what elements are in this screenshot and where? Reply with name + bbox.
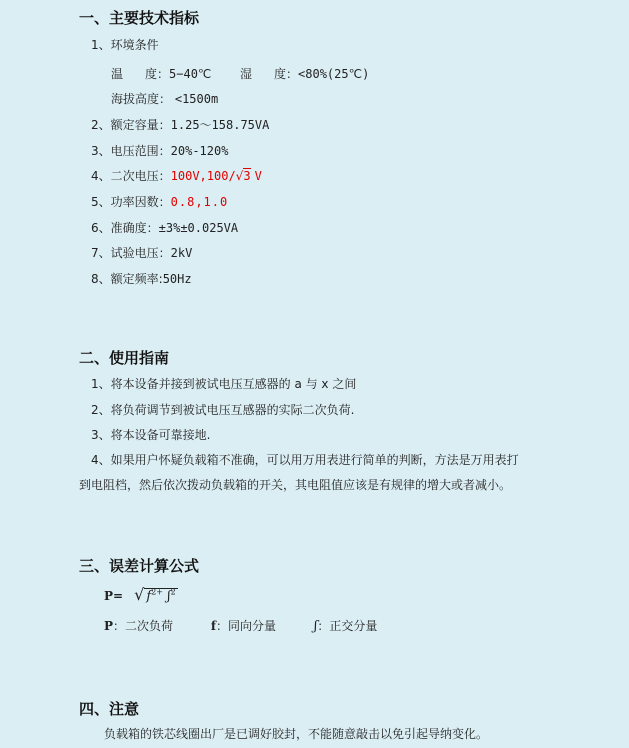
hum-label: 湿 (240, 67, 253, 81)
env-label: 1、环境条件 (91, 38, 159, 52)
legend-delta-desc: ：正交分量 (317, 619, 378, 633)
formula-p-eq: P= (104, 589, 124, 603)
power-factor-row (91, 195, 228, 209)
alt-label: 海拔高度： (111, 92, 172, 106)
volt-range-label: 3、电压范围： (91, 144, 171, 158)
acc-label: 6、准确度： (91, 221, 159, 235)
volt-range-value: 20%-120% (170, 144, 229, 158)
formula-radical: √ $f^{2+}$ ʃ$^2$ (134, 585, 176, 604)
formula-legend (104, 619, 377, 634)
legend-f-symbol: f (210, 619, 217, 633)
hum-value: <80%(25℃) (298, 67, 370, 81)
notes-text: 负载箱的铁芯线圈出厂是已调好胶封，不能随意敲击以免引起导纳变化。 (104, 727, 489, 741)
test-value: 2kV (170, 246, 193, 260)
guide-item-3: 3、将本设备可靠接地. (91, 428, 211, 442)
frequency-row (91, 272, 192, 286)
legend-delta-symbol: ʃ (313, 619, 318, 634)
altitude-row (111, 92, 218, 106)
temp-row (111, 67, 211, 81)
sec-volt-label: 4、二次电压： (91, 169, 171, 183)
legend-f-desc: ：同向分量 (216, 619, 277, 633)
temp-value: 5−40℃ (169, 67, 212, 81)
voltage-range-row (91, 144, 228, 158)
guide-item-4-line-2: 到电阻档，然后依次拨动负载箱的开关，其电阻值应该是有规律的增大或者减小。 (79, 478, 512, 492)
accuracy-row (91, 221, 238, 235)
test-voltage-row (91, 246, 192, 260)
acc-value: ±3%±0.025VA (158, 221, 239, 235)
capacity-row (91, 118, 269, 132)
section-title-notes: 四、注意 (79, 700, 140, 718)
guide-item-1: 1、将本设备并接到被试电压互感器的 a 与 x 之间 (91, 377, 357, 391)
section-title-formula: 三、误差计算公式 (79, 557, 200, 575)
guide-item-4-line-1: 4、如果用户怀疑负载箱不准确，可以用万用表进行简单的判断，方法是万用表打 (91, 453, 519, 467)
pf-value: 0.8,1.0 (170, 195, 229, 209)
cap-value: 1.25～158.75VA (170, 118, 270, 132)
legend-p-desc: ：二次负荷 (113, 619, 174, 633)
hum-label-2: 度： (274, 67, 299, 81)
section-title-guide: 二、使用指南 (79, 349, 170, 367)
alt-value: <1500m (174, 92, 219, 106)
test-label: 7、试验电压： (91, 246, 171, 260)
temp-label-2: 度： (145, 67, 170, 81)
pf-label: 5、功率因数： (91, 195, 171, 209)
sec-volt-value: 100V,100/ (170, 169, 236, 183)
cap-label: 2、额定容量： (91, 118, 171, 132)
humidity-row (240, 67, 369, 81)
sec-volt-root: 3 (243, 169, 251, 183)
guide-item-2: 2、将负荷调节到被试电压互感器的实际二次负荷. (91, 403, 355, 417)
error-formula (104, 585, 178, 604)
section-title-specs: 一、主要技术指标 (79, 9, 200, 27)
temp-label: 温 (111, 67, 124, 81)
legend-p-symbol: P (104, 619, 114, 633)
secondary-voltage-row: 4、二次电压：100V,100/√3 V (91, 169, 262, 183)
freq-label: 8、额定频率: (91, 272, 163, 286)
sec-volt-unit: V (254, 169, 262, 183)
freq-value: 50Hz (162, 272, 192, 286)
